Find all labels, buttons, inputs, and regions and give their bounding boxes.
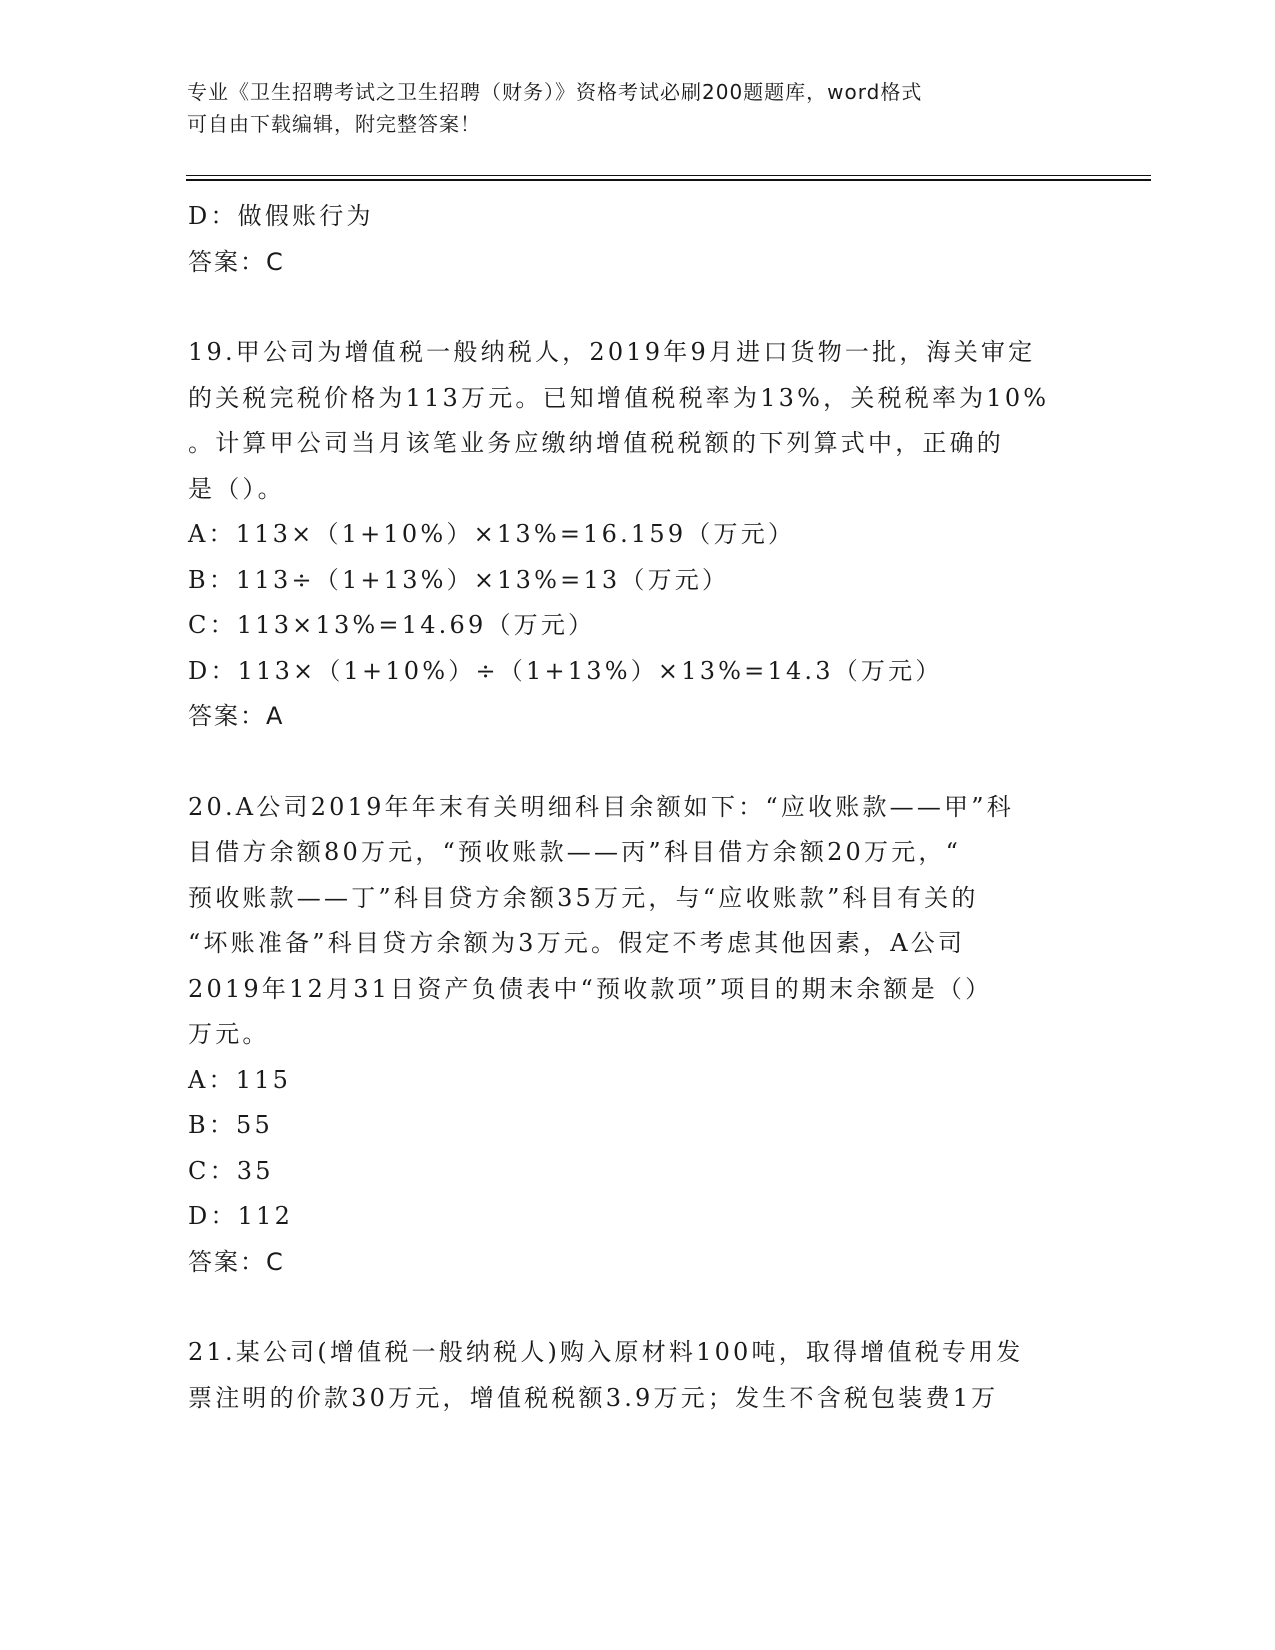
header-divider-thin	[186, 175, 1151, 176]
q20-option-a: A：115	[188, 1065, 292, 1094]
q19-stem-line: 。计算甲公司当月该笔业务应缴纳增值税税额的下列算式中，正确的	[188, 429, 1004, 457]
q20-option-d: D：112	[188, 1202, 294, 1230]
q20-stem-line: 2019年12月31日资产负债表中“预收款项”项目的期末余额是（）	[188, 974, 993, 1003]
spacer	[188, 285, 1088, 330]
q20-stem-line: 目借方余额80万元，“预收账款——丙”科目借方余额20万元，“	[188, 838, 962, 866]
question-19	[188, 330, 1088, 740]
q19-option-b: B：113÷（1+13%）×13%=13（万元）	[188, 565, 730, 594]
question-20	[188, 785, 1088, 1286]
spacer	[188, 740, 1088, 785]
header-line-1: 专业《卫生招聘考试之卫生招聘（财务）》资格考试必刷200题题库，word格式	[187, 80, 923, 104]
q21-stem-line: 21.某公司(增值税一般纳税人)购入原材料100吨，取得增值税专用发	[188, 1338, 1024, 1366]
header-divider-thick	[186, 179, 1151, 181]
q20-stem-line: 预收账款——丁”科目贷方余额35万元，与“应收账款”科目有关的	[188, 883, 979, 912]
q20-stem-line: 万元。	[188, 1020, 270, 1048]
q19-stem-line: 是（）。	[188, 474, 285, 503]
q19-option-c: C：113×13%=14.69（万元）	[188, 611, 596, 639]
q18-answer: 答案：C	[188, 247, 285, 276]
q19-answer: 答案：A	[188, 702, 285, 730]
q20-answer: 答案：C	[188, 1247, 285, 1276]
document-body	[188, 194, 1088, 1421]
question-21	[188, 1330, 1088, 1421]
q19-stem-line: 的关税完税价格为113万元。已知增值税税率为13%，关税税率为10%	[188, 383, 1050, 412]
q19-option-d: D：113×（1+10%）÷（1+13%）×13%=14.3（万元）	[188, 656, 943, 685]
q20-option-c: C：35	[188, 1156, 274, 1185]
q20-option-b: B：55	[188, 1111, 273, 1139]
q18-option-d: D：做假账行为	[188, 202, 374, 230]
header-line-2: 可自由下载编辑，附完整答案！	[187, 112, 481, 136]
q20-stem-line: “坏账准备”科目贷方余额为3万元。假定不考虑其他因素，A公司	[188, 929, 966, 957]
q20-stem-line: 20.A公司2019年年末有关明细科目余额如下：“应收账款——甲”科	[188, 792, 1014, 821]
q21-stem-line: 票注明的价款30万元，增值税税额3.9万元；发生不含税包装费1万	[188, 1383, 999, 1412]
q19-stem-line: 19.甲公司为增值税一般纳税人，2019年9月进口货物一批，海关审定	[188, 338, 1036, 366]
document-header	[187, 76, 1087, 140]
spacer	[188, 1285, 1088, 1330]
q19-option-a: A：113×（1+10%）×13%=16.159（万元）	[188, 520, 796, 548]
